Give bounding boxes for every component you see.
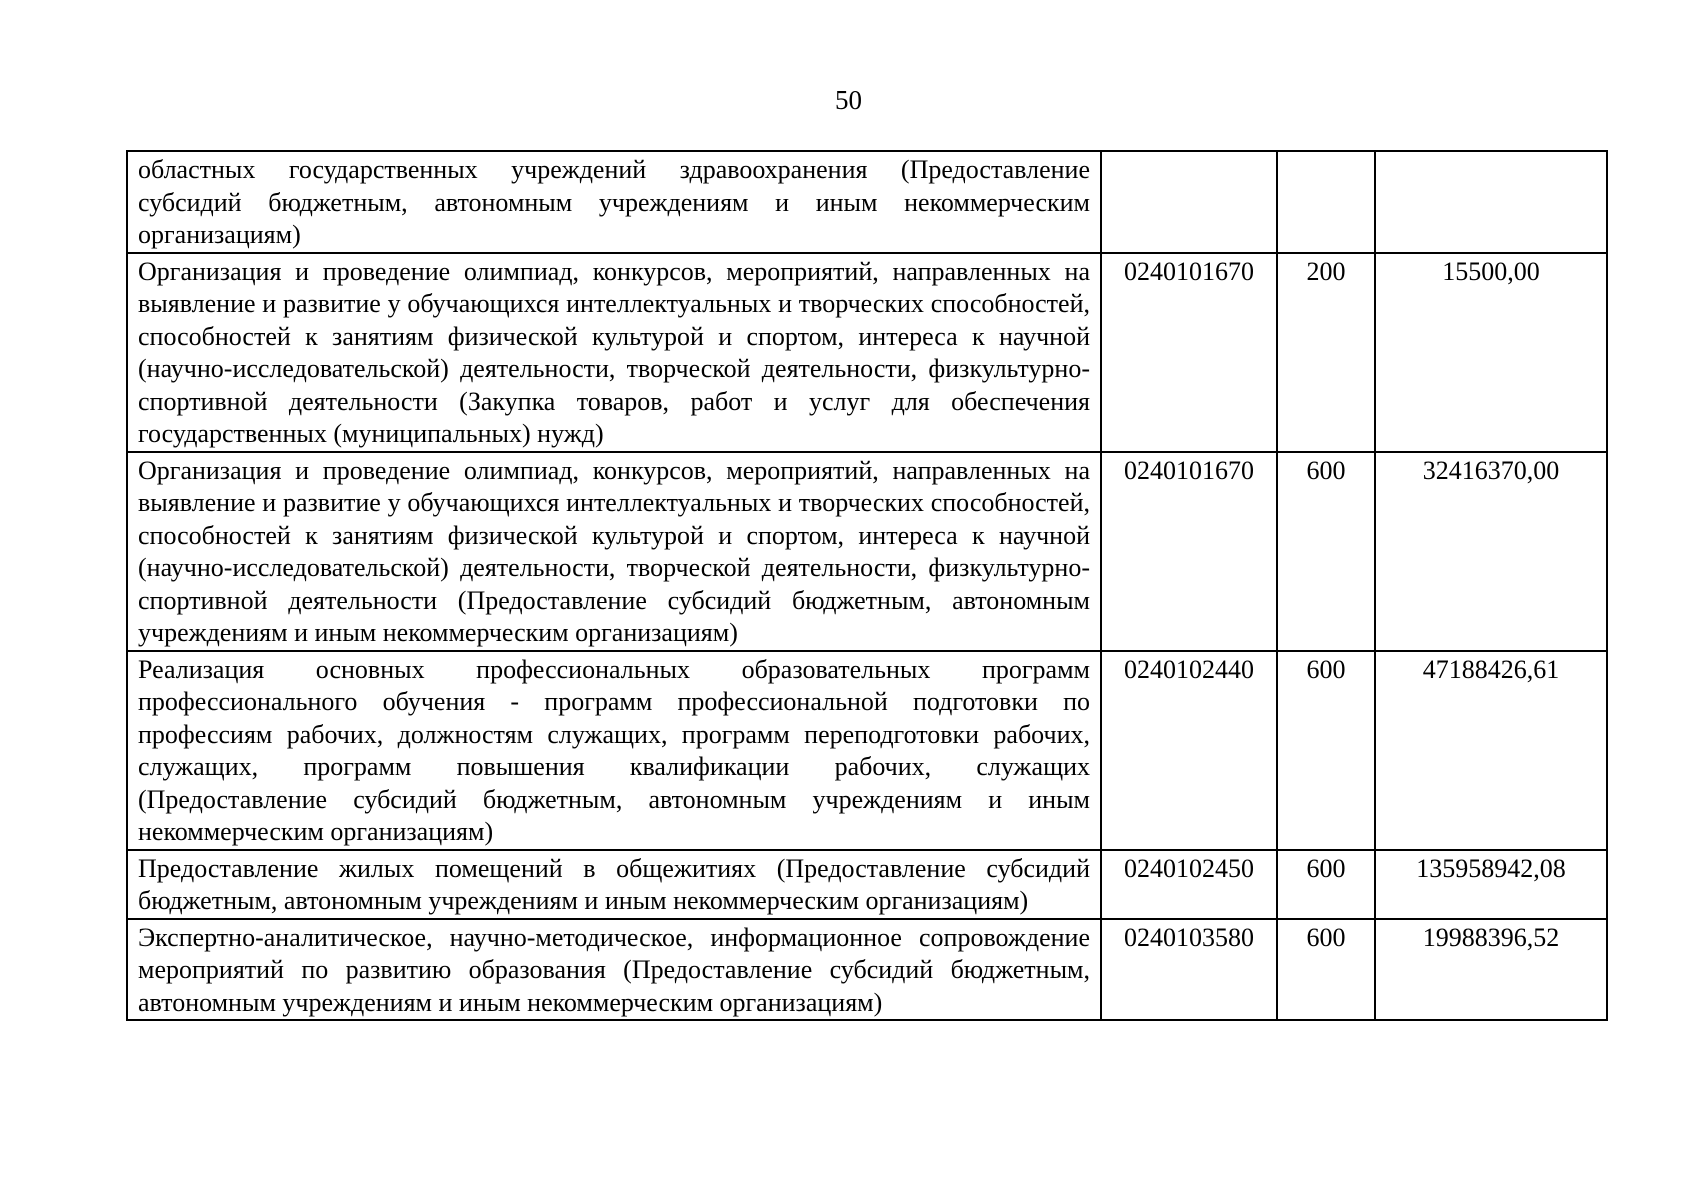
row-description: Предоставление жилых помещений в общежитиях (Предоставление субсидий бюджетным, автономным учреждениям и иным некоммерческим организациям) xyxy=(127,850,1101,919)
row-amount: 15500,00 xyxy=(1375,253,1607,452)
row-target-code: 0240103580 xyxy=(1101,919,1277,1021)
table-row xyxy=(127,919,1607,1021)
row-target-code: 0240101670 xyxy=(1101,452,1277,651)
row-target-code: 0240102450 xyxy=(1101,850,1277,919)
row-target-code: 0240102440 xyxy=(1101,651,1277,850)
row-target-code xyxy=(1101,151,1277,253)
table-row xyxy=(127,850,1607,919)
row-description: областных государственных учреждений здравоохранения (Предоставление субсидий бюджетным, автономным учреждениям и иным некоммерческим организациям) xyxy=(127,151,1101,253)
row-target-code: 0240101670 xyxy=(1101,253,1277,452)
row-description: Организация и проведение олимпиад, конкурсов, мероприятий, направленных на выявление и развитие у обучающихся интеллектуальных и творческих способностей, способностей к занятиям физической культурой и спортом, интереса к научной (научно-исследовательской) деятельности, творческой деятельности, физкультурно-спортивной деятельности (Закупка товаров, работ и услуг для обеспечения государственных (муниципальных) нужд) xyxy=(127,253,1101,452)
table-row xyxy=(127,151,1607,253)
row-expense-type: 200 xyxy=(1277,253,1375,452)
row-amount xyxy=(1375,151,1607,253)
row-expense-type: 600 xyxy=(1277,452,1375,651)
row-amount: 32416370,00 xyxy=(1375,452,1607,651)
row-description: Экспертно-аналитическое, научно-методическое, информационное сопровождение мероприятий по развитию образования (Предоставление субсидий бюджетным, автономным учреждениям и иным некоммерческим организациям) xyxy=(127,919,1101,1021)
table-row xyxy=(127,253,1607,452)
row-expense-type: 600 xyxy=(1277,651,1375,850)
row-expense-type: 600 xyxy=(1277,850,1375,919)
row-expense-type: 600 xyxy=(1277,919,1375,1021)
budget-table xyxy=(126,150,1608,1021)
row-expense-type xyxy=(1277,151,1375,253)
row-amount: 135958942,08 xyxy=(1375,850,1607,919)
row-amount: 19988396,52 xyxy=(1375,919,1607,1021)
page-number: 50 xyxy=(835,85,862,115)
row-description: Реализация основных профессиональных образовательных программ профессионального обучения - программ профессиональной подготовки по профессиям рабочих, должностям служащих, программ переподготовки рабочих, служащих, программ повышения квалификации рабочих, служащих (Предоставление субсидий бюджетным, автономным учреждениям и иным некоммерческим организациям) xyxy=(127,651,1101,850)
row-amount: 47188426,61 xyxy=(1375,651,1607,850)
table-row xyxy=(127,651,1607,850)
row-description: Организация и проведение олимпиад, конкурсов, мероприятий, направленных на выявление и развитие у обучающихся интеллектуальных и творческих способностей, способностей к занятиям физической культурой и спортом, интереса к научной (научно-исследовательской) деятельности, творческой деятельности, физкультурно-спортивной деятельности (Предоставление субсидий бюджетным, автономным учреждениям и иным некоммерческим организациям) xyxy=(127,452,1101,651)
table-row xyxy=(127,452,1607,651)
